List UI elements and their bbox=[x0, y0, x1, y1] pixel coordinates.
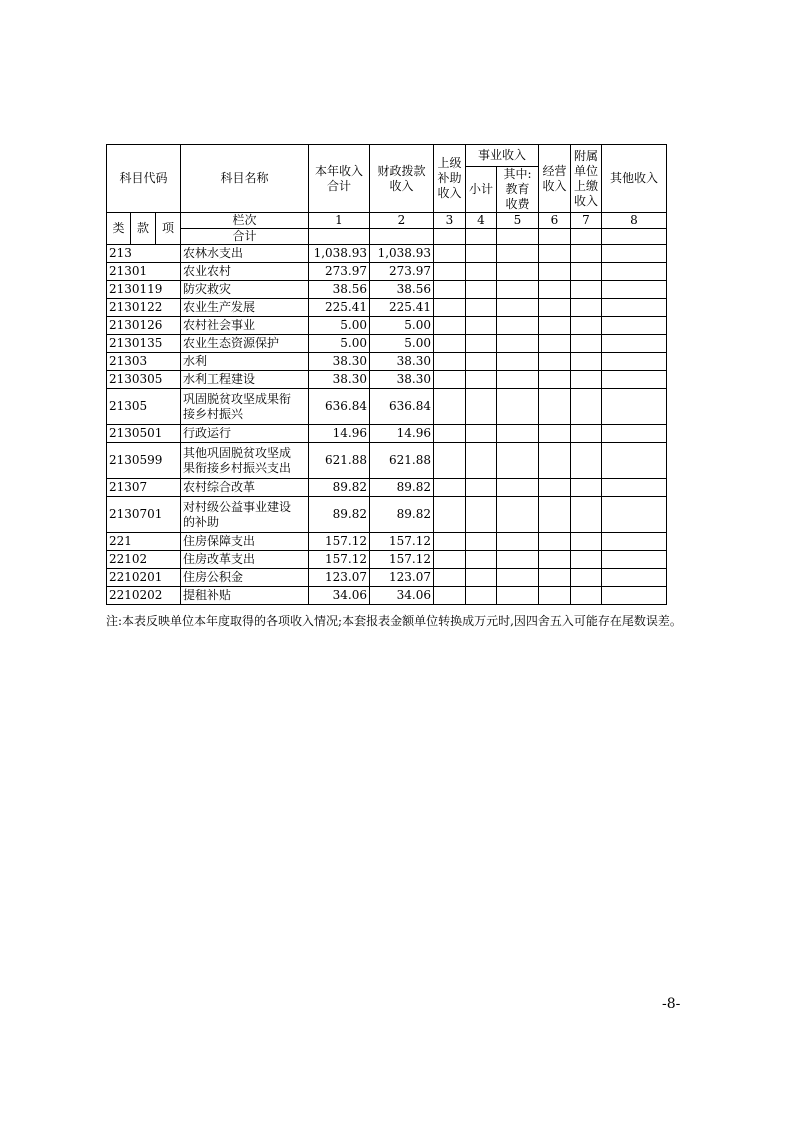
row-fiscal: 123.07 bbox=[370, 569, 434, 587]
table-body bbox=[107, 245, 667, 605]
row-empty-cell bbox=[497, 533, 539, 551]
row-fiscal: 5.00 bbox=[370, 317, 434, 335]
header-lei: 类 bbox=[107, 213, 131, 245]
row-empty-cell bbox=[539, 353, 571, 371]
row-fiscal: 636.84 bbox=[370, 389, 434, 425]
row-fiscal: 1,038.93 bbox=[370, 245, 434, 263]
row-fiscal: 14.96 bbox=[370, 425, 434, 443]
row-empty-cell bbox=[571, 281, 602, 299]
row-empty-cell bbox=[497, 551, 539, 569]
col-num: 8 bbox=[602, 213, 667, 229]
row-empty-cell bbox=[466, 425, 497, 443]
row-empty-cell bbox=[602, 281, 667, 299]
row-empty-cell bbox=[539, 263, 571, 281]
row-empty-cell bbox=[539, 299, 571, 317]
row-empty-cell bbox=[539, 317, 571, 335]
table-row bbox=[107, 551, 667, 569]
row-empty-cell bbox=[571, 533, 602, 551]
col-num: 1 bbox=[309, 213, 370, 229]
table-note: 注:本表反映单位本年度取得的各项收入情况;本套报表金额单位转换成万元时,因四舍五入可能存在尾数误差。 bbox=[106, 614, 682, 628]
row-empty-cell bbox=[539, 443, 571, 479]
row-empty-cell bbox=[539, 425, 571, 443]
row-empty-cell bbox=[466, 497, 497, 533]
row-empty-cell bbox=[602, 317, 667, 335]
header-total: 本年收入 合计 bbox=[309, 145, 370, 213]
row-total: 123.07 bbox=[309, 569, 370, 587]
row-empty-cell bbox=[497, 389, 539, 425]
row-empty-cell bbox=[539, 551, 571, 569]
row-name: 住房保障支出 bbox=[181, 533, 309, 551]
row-fiscal: 38.56 bbox=[370, 281, 434, 299]
row-code: 2130135 bbox=[107, 335, 181, 353]
row-empty-cell bbox=[539, 335, 571, 353]
row-empty-cell bbox=[497, 281, 539, 299]
row-name: 农村社会事业 bbox=[181, 317, 309, 335]
row-total: 636.84 bbox=[309, 389, 370, 425]
row-name: 水利 bbox=[181, 353, 309, 371]
row-name: 农村综合改革 bbox=[181, 479, 309, 497]
row-code: 2130501 bbox=[107, 425, 181, 443]
row-empty-cell bbox=[497, 497, 539, 533]
row-empty-cell bbox=[434, 497, 466, 533]
row-fiscal: 34.06 bbox=[370, 587, 434, 605]
row-empty-cell bbox=[466, 245, 497, 263]
row-empty-cell bbox=[434, 389, 466, 425]
row-fiscal: 157.12 bbox=[370, 533, 434, 551]
row-empty-cell bbox=[497, 425, 539, 443]
row-empty-cell bbox=[539, 281, 571, 299]
col-num: 3 bbox=[434, 213, 466, 229]
row-total: 225.41 bbox=[309, 299, 370, 317]
row-fiscal: 89.82 bbox=[370, 479, 434, 497]
row-empty-cell bbox=[602, 587, 667, 605]
header-xiang: 项 bbox=[156, 213, 181, 245]
row-name: 巩固脱贫攻坚成果衔 接乡村振兴 bbox=[181, 389, 309, 425]
row-empty-cell bbox=[434, 443, 466, 479]
row-empty-cell bbox=[602, 479, 667, 497]
row-empty-cell bbox=[602, 389, 667, 425]
row-empty-cell bbox=[539, 371, 571, 389]
row-name: 对村级公益事业建设 的补助 bbox=[181, 497, 309, 533]
row-fiscal: 5.00 bbox=[370, 335, 434, 353]
row-empty-cell bbox=[539, 569, 571, 587]
row-fiscal: 38.30 bbox=[370, 371, 434, 389]
row-empty-cell bbox=[571, 335, 602, 353]
row-empty-cell bbox=[434, 317, 466, 335]
table-row bbox=[107, 281, 667, 299]
row-empty-cell bbox=[466, 443, 497, 479]
row-empty-cell bbox=[497, 479, 539, 497]
row-empty-cell bbox=[466, 371, 497, 389]
row-code: 2130119 bbox=[107, 281, 181, 299]
row-empty-cell bbox=[434, 371, 466, 389]
row-empty-cell bbox=[571, 587, 602, 605]
row-empty-cell bbox=[434, 569, 466, 587]
row-code: 21301 bbox=[107, 263, 181, 281]
row-empty-cell bbox=[539, 479, 571, 497]
row-total: 38.56 bbox=[309, 281, 370, 299]
row-empty-cell bbox=[602, 353, 667, 371]
col-num: 7 bbox=[571, 213, 602, 229]
row-empty-cell bbox=[539, 533, 571, 551]
row-total: 89.82 bbox=[309, 497, 370, 533]
row-name: 行政运行 bbox=[181, 425, 309, 443]
header-subtotal: 小计 bbox=[466, 167, 497, 213]
header-heji: 合计 bbox=[181, 229, 309, 245]
row-total: 621.88 bbox=[309, 443, 370, 479]
col-num: 4 bbox=[466, 213, 497, 229]
row-fiscal: 157.12 bbox=[370, 551, 434, 569]
row-total: 5.00 bbox=[309, 317, 370, 335]
row-empty-cell bbox=[602, 425, 667, 443]
row-empty-cell bbox=[571, 299, 602, 317]
table-row bbox=[107, 479, 667, 497]
table-row bbox=[107, 335, 667, 353]
col-num: 5 bbox=[497, 213, 539, 229]
row-fiscal: 273.97 bbox=[370, 263, 434, 281]
row-empty-cell bbox=[497, 263, 539, 281]
row-empty-cell bbox=[602, 299, 667, 317]
row-empty-cell bbox=[434, 263, 466, 281]
row-empty-cell bbox=[571, 317, 602, 335]
table-row bbox=[107, 245, 667, 263]
row-empty-cell bbox=[434, 335, 466, 353]
row-empty-cell bbox=[466, 587, 497, 605]
row-empty-cell bbox=[434, 353, 466, 371]
row-empty-cell bbox=[466, 569, 497, 587]
row-empty-cell bbox=[571, 569, 602, 587]
header-other: 其他收入 bbox=[602, 145, 667, 213]
row-empty-cell bbox=[497, 353, 539, 371]
col-num: 6 bbox=[539, 213, 571, 229]
row-empty-cell bbox=[539, 389, 571, 425]
row-total: 38.30 bbox=[309, 353, 370, 371]
row-empty-cell bbox=[497, 569, 539, 587]
row-empty-cell bbox=[539, 497, 571, 533]
row-total: 157.12 bbox=[309, 551, 370, 569]
row-empty-cell bbox=[602, 371, 667, 389]
row-total: 273.97 bbox=[309, 263, 370, 281]
row-name: 提租补贴 bbox=[181, 587, 309, 605]
row-name: 住房公积金 bbox=[181, 569, 309, 587]
row-fiscal: 89.82 bbox=[370, 497, 434, 533]
row-code: 2130599 bbox=[107, 443, 181, 479]
header-lanci: 栏次 bbox=[181, 213, 309, 229]
row-empty-cell bbox=[497, 587, 539, 605]
row-name: 住房改革支出 bbox=[181, 551, 309, 569]
table-row bbox=[107, 263, 667, 281]
row-empty-cell bbox=[602, 245, 667, 263]
row-empty-cell bbox=[571, 245, 602, 263]
row-empty-cell bbox=[466, 317, 497, 335]
row-total: 34.06 bbox=[309, 587, 370, 605]
row-empty-cell bbox=[571, 551, 602, 569]
row-empty-cell bbox=[602, 335, 667, 353]
row-empty-cell bbox=[497, 299, 539, 317]
row-empty-cell bbox=[497, 317, 539, 335]
table-row bbox=[107, 371, 667, 389]
row-empty-cell bbox=[466, 551, 497, 569]
row-empty-cell bbox=[602, 443, 667, 479]
row-empty-cell bbox=[497, 443, 539, 479]
row-name: 农业生态资源保护 bbox=[181, 335, 309, 353]
row-empty-cell bbox=[466, 281, 497, 299]
table-row bbox=[107, 569, 667, 587]
row-empty-cell bbox=[466, 353, 497, 371]
table-row bbox=[107, 443, 667, 479]
income-table bbox=[106, 144, 667, 605]
table-row bbox=[107, 317, 667, 335]
row-empty-cell bbox=[434, 587, 466, 605]
row-empty-cell bbox=[602, 569, 667, 587]
row-empty-cell bbox=[466, 299, 497, 317]
header-fiscal: 财政拨款 收入 bbox=[370, 145, 434, 213]
row-name: 其他巩固脱贫攻坚成 果衔接乡村振兴支出 bbox=[181, 443, 309, 479]
row-total: 5.00 bbox=[309, 335, 370, 353]
row-empty-cell bbox=[497, 371, 539, 389]
row-empty-cell bbox=[434, 299, 466, 317]
row-code: 21303 bbox=[107, 353, 181, 371]
table-row bbox=[107, 299, 667, 317]
row-name: 农林水支出 bbox=[181, 245, 309, 263]
header-operating: 经营 收入 bbox=[539, 145, 571, 213]
row-fiscal: 225.41 bbox=[370, 299, 434, 317]
col-num: 2 bbox=[370, 213, 434, 229]
row-empty-cell bbox=[602, 263, 667, 281]
row-code: 213 bbox=[107, 245, 181, 263]
row-empty-cell bbox=[434, 533, 466, 551]
row-total: 157.12 bbox=[309, 533, 370, 551]
row-empty-cell bbox=[571, 479, 602, 497]
row-empty-cell bbox=[571, 389, 602, 425]
row-empty-cell bbox=[434, 281, 466, 299]
row-empty-cell bbox=[602, 533, 667, 551]
table-row bbox=[107, 389, 667, 425]
row-name: 防灾救灾 bbox=[181, 281, 309, 299]
row-name: 水利工程建设 bbox=[181, 371, 309, 389]
row-empty-cell bbox=[466, 533, 497, 551]
row-code: 21307 bbox=[107, 479, 181, 497]
row-empty-cell bbox=[571, 443, 602, 479]
row-fiscal: 621.88 bbox=[370, 443, 434, 479]
row-code: 2130122 bbox=[107, 299, 181, 317]
header-affiliated: 附属 单位 上缴 收入 bbox=[571, 145, 602, 213]
row-empty-cell bbox=[602, 551, 667, 569]
header-edu: 其中: 教育 收费 bbox=[497, 167, 539, 213]
row-code: 2210202 bbox=[107, 587, 181, 605]
row-empty-cell bbox=[434, 425, 466, 443]
header-shiye: 事业收入 bbox=[466, 145, 539, 167]
row-code: 2130305 bbox=[107, 371, 181, 389]
row-code: 2130701 bbox=[107, 497, 181, 533]
page-number: -8- bbox=[662, 996, 681, 1012]
row-name: 农业生产发展 bbox=[181, 299, 309, 317]
table-row bbox=[107, 497, 667, 533]
row-empty-cell bbox=[434, 245, 466, 263]
row-code: 221 bbox=[107, 533, 181, 551]
row-empty-cell bbox=[466, 263, 497, 281]
row-total: 1,038.93 bbox=[309, 245, 370, 263]
row-empty-cell bbox=[539, 587, 571, 605]
row-empty-cell bbox=[434, 479, 466, 497]
header-kuan: 款 bbox=[131, 213, 156, 245]
header-code: 科目代码 bbox=[107, 145, 181, 213]
row-empty-cell bbox=[571, 371, 602, 389]
row-total: 89.82 bbox=[309, 479, 370, 497]
row-code: 22102 bbox=[107, 551, 181, 569]
table-row bbox=[107, 533, 667, 551]
row-code: 2130126 bbox=[107, 317, 181, 335]
header-name: 科目名称 bbox=[181, 145, 309, 213]
row-empty-cell bbox=[571, 263, 602, 281]
row-fiscal: 38.30 bbox=[370, 353, 434, 371]
row-empty-cell bbox=[539, 245, 571, 263]
row-empty-cell bbox=[466, 335, 497, 353]
table-row bbox=[107, 425, 667, 443]
row-empty-cell bbox=[466, 479, 497, 497]
row-empty-cell bbox=[571, 497, 602, 533]
table-row bbox=[107, 353, 667, 371]
row-empty-cell bbox=[497, 245, 539, 263]
row-empty-cell bbox=[434, 551, 466, 569]
row-total: 38.30 bbox=[309, 371, 370, 389]
header-superior: 上级 补助 收入 bbox=[434, 145, 466, 213]
row-code: 21305 bbox=[107, 389, 181, 425]
row-total: 14.96 bbox=[309, 425, 370, 443]
row-empty-cell bbox=[571, 425, 602, 443]
row-empty-cell bbox=[602, 497, 667, 533]
row-code: 2210201 bbox=[107, 569, 181, 587]
row-empty-cell bbox=[466, 389, 497, 425]
row-empty-cell bbox=[571, 353, 602, 371]
table-row bbox=[107, 587, 667, 605]
row-name: 农业农村 bbox=[181, 263, 309, 281]
row-empty-cell bbox=[497, 335, 539, 353]
